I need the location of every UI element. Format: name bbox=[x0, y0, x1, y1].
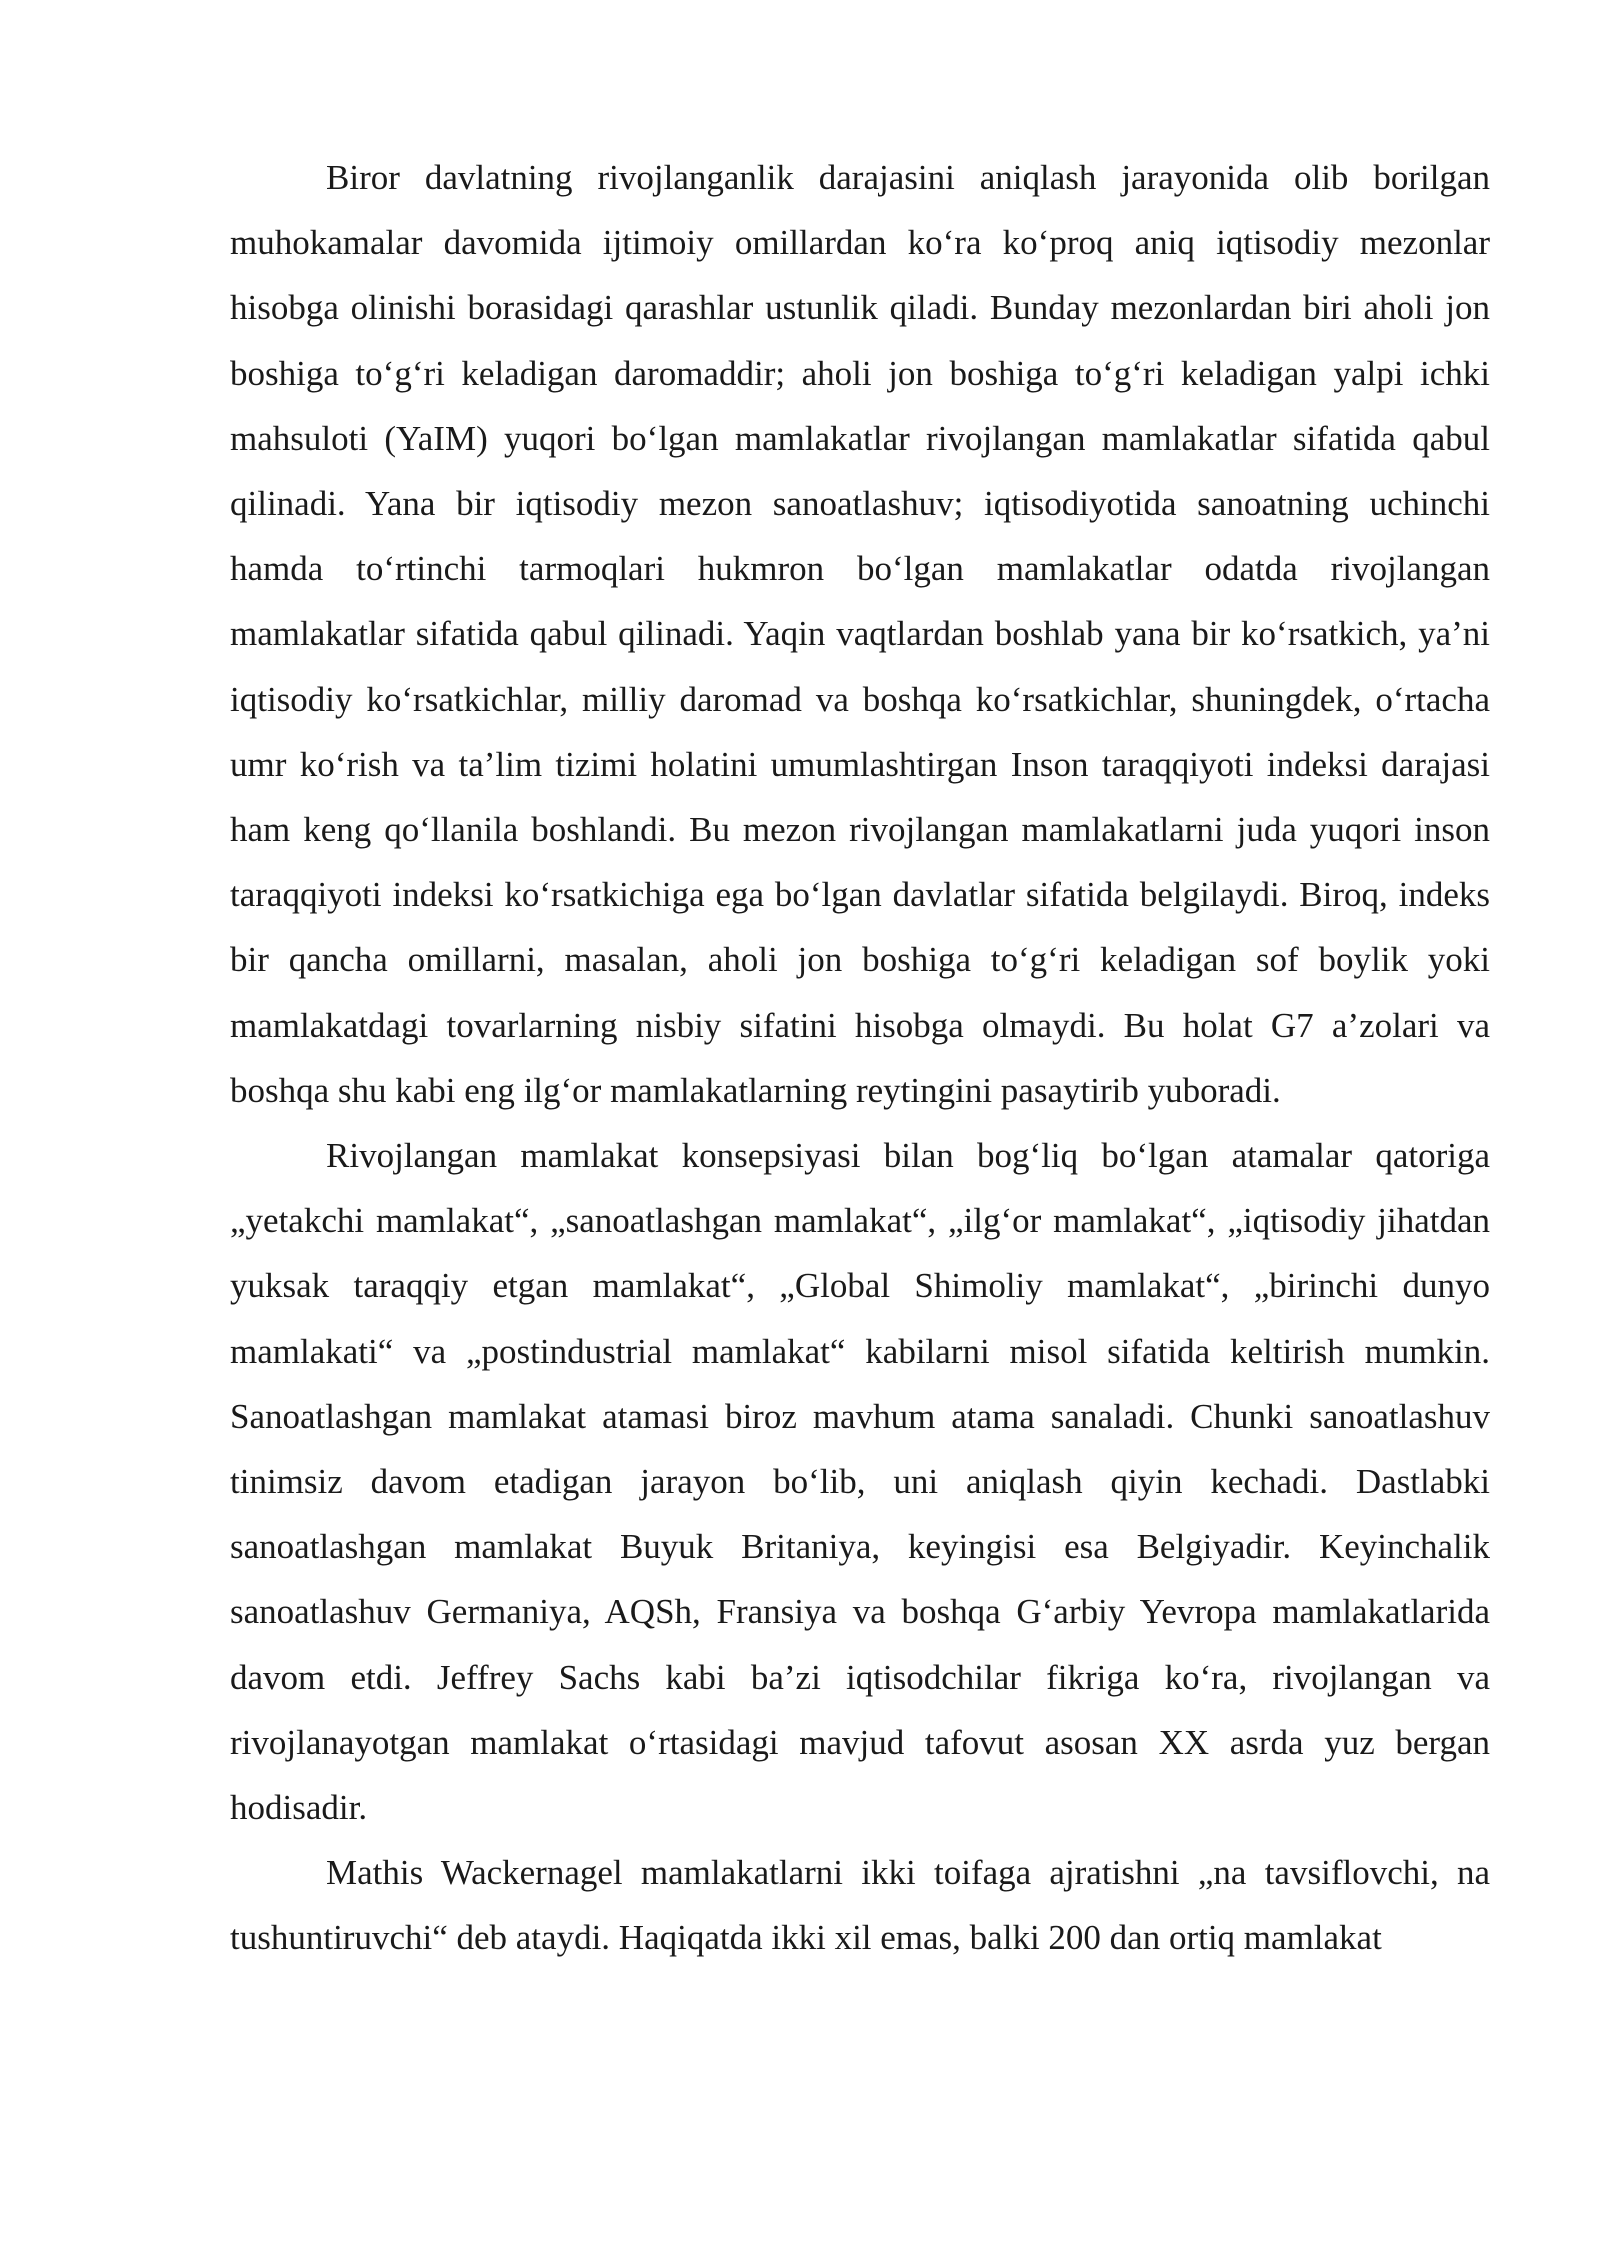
document-body bbox=[230, 145, 1490, 1971]
paragraph-development-criteria: Biror davlatning rivojlanganlik darajasini aniqlash jarayonida olib borilgan muhokamalar davomida ijtimoiy omillardan ko‘ra ko‘proq aniq iqtisodiy mezonlar hisobga olinishi borasidagi qarashlar ustunlik qiladi. Bunday mezonlardan biri aholi jon boshiga to‘g‘ri keladigan daromaddir; aholi jon boshiga to‘g‘ri keladigan yalpi ichki mahsuloti (YaIM) yuqori bo‘lgan mamlakatlar rivojlangan mamlakatlar sifatida qabul qilinadi. Yana bir iqtisodiy mezon sanoatlashuv; iqtisodiyotida sanoatning uchinchi hamda to‘rtinchi tarmoqlari hukmron bo‘lgan mamlakatlar odatda rivojlangan mamlakatlar sifatida qabul qilinadi. Yaqin vaqtlardan boshlab yana bir ko‘rsatkich, ya’ni iqtisodiy ko‘rsatkichlar, milliy daromad va boshqa ko‘rsatkichlar, shuningdek, o‘rtacha umr ko‘rish va ta’lim tizimi holatini umumlashtirgan Inson taraqqiyoti indeksi darajasi ham keng qo‘llanila boshlandi. Bu mezon rivojlangan mamlakatlarni juda yuqori inson taraqqiyoti indeksi ko‘rsatkichiga ega bo‘lgan davlatlar sifatida belgilaydi. Biroq, indeks bir qancha omillarni, masalan, aholi jon boshiga to‘g‘ri keladigan sof boylik yoki mamlakatdagi tovarlarning nisbiy sifatini hisobga olmaydi. Bu holat G7 a’zolari va boshqa shu kabi eng ilg‘or mamlakatlarning reytingini pasaytirib yuboradi. bbox=[230, 158, 1490, 1110]
paragraph-related-terms: Rivojlangan mamlakat konsepsiyasi bilan bog‘liq bo‘lgan atamalar qatoriga „yetakchi mamlakat“, „sanoatlashgan mamlakat“, „ilg‘or mamlakat“, „iqtisodiy jihatdan yuksak taraqqiy etgan mamlakat“, „Global Shimoliy mamlakat“, „birinchi dunyo mamlakati“ va „postindustrial mamlakat“ kabilarni misol sifatida keltirish mumkin. Sanoatlashgan mamlakat atamasi biroz mavhum atama sanaladi. Chunki sanoatlashuv tinimsiz davom etadigan jarayon bo‘lib, uni aniqlash qiyin kechadi. Dastlabki sanoatlashgan mamlakat Buyuk Britaniya, keyingisi esa Belgiyadir. Keyinchalik sanoatlashuv Germaniya, AQSh, Fransiya va boshqa G‘arbiy Yevropa mamlakatlarida davom etdi. Jeffrey Sachs kabi ba’zi iqtisodchilar fikriga ko‘ra, rivojlangan va rivojlanayotgan mamlakat o‘rtasidagi mavjud tafovut asosan XX asrda yuz bergan hodisadir. bbox=[230, 1136, 1490, 1828]
paragraph-wackernagel: Mathis Wackernagel mamlakatlarni ikki toifaga ajratishni „na tavsiflovchi, na tushuntiruvchi“ deb ataydi. Haqiqatda ikki xil emas, balki 200 dan ortiq mamlakat bbox=[230, 1853, 1490, 1958]
